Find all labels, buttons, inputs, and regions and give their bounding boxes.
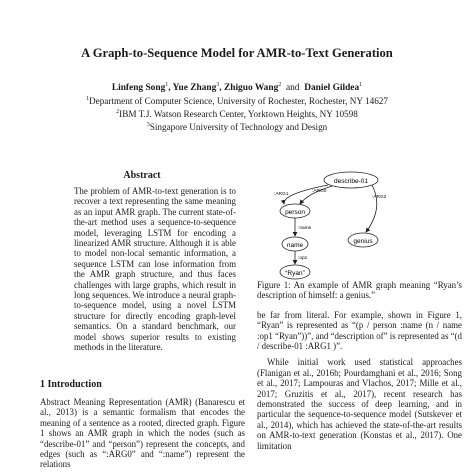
affiliation-1: $^1$Department of Computer Science, University of Rochester, Rochester, NY 14627 xyxy=(86,96,388,107)
edge-op1 xyxy=(295,251,308,264)
svg-text::ARG2: :ARG2 xyxy=(372,195,387,200)
figure-caption: Figure 1: An example of AMR graph meaning “Ryan’s description of himself: a genius.” xyxy=(257,280,462,301)
introduction-text: Abstract Meaning Representation (AMR) (Banarescu et al., 2013) is a semantic formalism that encodes the meaning of a sentence as a rooted, directed graph. Figure 1 shows an AMR graph in which the nodes (such as “describe-01” and “person”) represent the concepts, and edges (such as “:ARG0” and “:name”) represent the relations xyxy=(40,397,245,470)
node-name xyxy=(282,237,308,251)
affiliation-3: $^3$Singapore University of Technology and Design xyxy=(146,122,328,133)
svg-text:describe-01: describe-01 xyxy=(334,178,368,185)
paper-title: A Graph-to-Sequence Model for AMR-to-Text Generation xyxy=(81,46,393,60)
svg-text:name: name xyxy=(286,242,304,249)
edge-arg2 xyxy=(366,185,387,232)
svg-text::name: :name xyxy=(298,226,312,231)
svg-text::ARG0: :ARG0 xyxy=(312,189,327,194)
author-conjunction: and xyxy=(285,83,300,94)
edge-arg0 xyxy=(300,186,332,204)
node-person xyxy=(280,204,310,218)
section-heading-introduction: 1 Introduction xyxy=(40,379,102,390)
author-name: Linfeng Song xyxy=(111,83,166,94)
abstract-text: The problem of AMR-to-text generation is to recover a text representing the same meaning as an input AMR graph. The current state-of-the-art method uses a sequence-to-sequence model, leveraging LSTM for encoding a linearized AMR structure. Although it is able to model non-local semantic information, a sequence LSTM can lose information from the AMR graph structure, and thus faces challenges with large graphs, which result in long sequences. We introduce a neural graph-to-sequence model, using a novel LSTM structure for directly encoding graph-level semantics. On a standard benchmark, our model shows superior results to existing methods in the literature. xyxy=(74,186,236,353)
right-paragraph-2: While initial work used statistical approaches (Flanigan et al., 2016b; Pourdamghani et al., 2016; Song et al., 2017; Lampouras and Vlachos, 2017; Mille et al., 2017; Gruzitis et al., 2017), recent research has demonstrated the success of deep learning, and in particular the sequence-to-sequence model (Sutskever et al., 2014), which has achieved the state-of-the-art results on AMR-to-text generation (Konstas et al., 2017). One limitation xyxy=(257,357,462,451)
right-column xyxy=(257,280,462,451)
node-genius xyxy=(348,233,378,247)
abstract-heading: Abstract xyxy=(123,170,161,181)
edge-name xyxy=(295,218,312,236)
svg-text:“Ryan”: “Ryan” xyxy=(285,270,305,277)
amr-graph-figure xyxy=(262,168,462,286)
node-ryan xyxy=(280,265,310,279)
svg-text:person: person xyxy=(285,209,305,216)
author-name: Yue Zhang xyxy=(172,83,217,94)
author-names: Linfeng Song$^1$, Yue Zhang$^3$, Zhiguo Wang$^2$ and Daniel Gildea$^1$ xyxy=(111,82,363,94)
svg-text:genius: genius xyxy=(353,238,373,245)
edge-arg1 xyxy=(274,185,328,204)
affiliation-2: $^2$IBM T.J. Watson Research Center, Yorktown Heights, NY 10598 xyxy=(116,109,358,120)
author-name: Zhiguo Wang xyxy=(223,83,279,94)
node-describe xyxy=(324,172,378,188)
svg-text::op1: :op1 xyxy=(298,256,308,261)
right-paragraph-1: be far from literal. For example, shown in Figure 1, “Ryan” is represented as “(p / person :name (n / name :op1 “Ryan”))”, and “description of” is represented as “(d / describe-01 :ARG1 )”. xyxy=(257,309,462,352)
author-name: Daniel Gildea xyxy=(304,83,360,94)
svg-text::ARG1: :ARG1 xyxy=(274,192,289,197)
author-block xyxy=(0,80,474,133)
